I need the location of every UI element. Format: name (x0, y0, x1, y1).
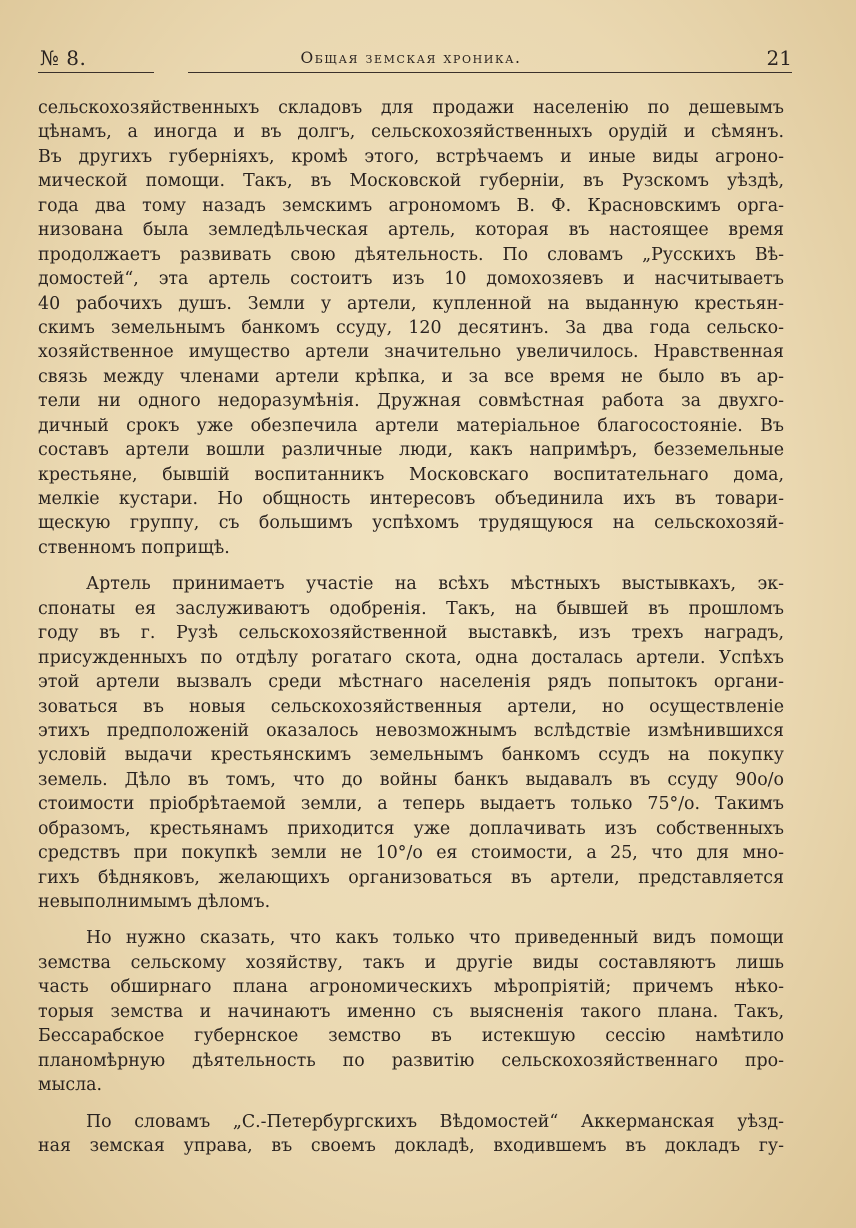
text-line: часть обширнаго плана агрономическихъ мѣропріятій; причемъ нѣко- (38, 977, 784, 998)
text-line: По словамъ „С.-Петербургскихъ Вѣдомостей“ Аккерманская уѣзд- (86, 1111, 784, 1132)
text-line: дичный срокъ уже обезпечила артели матеріальное благосостояніе. Въ (38, 415, 784, 436)
text-line: хозяйственное имущество артели значительно увеличилось. Нравственная (38, 342, 784, 363)
text-line: года два тому назадъ земскимъ агрономомъ В. Ф. Красновскимъ орга- (38, 195, 784, 216)
text-line: Въ другихъ губерніяхъ, кромѣ этого, встрѣчаемъ и иные виды агроно- (38, 146, 784, 167)
text-line: тели ни одного недоразумѣнія. Дружная совмѣстная работа за двухго- (38, 391, 784, 412)
text-line: Артель принимаетъ участіе на всѣхъ мѣстныхъ выстывкахъ, эк- (86, 574, 784, 595)
text-line: сельскохозяйственныхъ складовъ для продажи населенію по дешевымъ (38, 98, 784, 118)
paragraph (38, 572, 784, 914)
header-rule-right (188, 72, 792, 73)
page-number: 21 (766, 46, 792, 70)
header-rule-left (38, 72, 154, 73)
text-line: спонаты ея заслуживаютъ одобренія. Такъ, на бывшей въ прошломъ (38, 598, 784, 619)
text-line: году въ г. Рузѣ сельскохозяйственной выставкѣ, изъ трехъ наградъ, (38, 623, 784, 644)
text-line: присужденныхъ по отдѣлу рогатаго скота, одна досталась артели. Успѣхъ (38, 647, 784, 668)
paragraph (38, 1110, 784, 1159)
text-line: скимъ земельнымъ банкомъ ссуду, 120 десятинъ. За два года сельско- (38, 317, 784, 338)
section-title: Общая земская хроника. (300, 49, 522, 67)
text-line: зоваться въ новыя сельскохозяйственныя артели, но осуществленіе (38, 696, 784, 717)
text-line: 40 рабочихъ душъ. Земли у артели, купленной на выданную крестьян- (38, 293, 784, 314)
text-line: ная земская управа, въ своемъ докладѣ, входившемъ въ докладъ гу- (38, 1135, 784, 1156)
text-line: планомѣрную дѣятельность по развитію сельскохозяйственнаго про- (38, 1050, 784, 1071)
text-line: образомъ, крестьянамъ приходится уже доплачивать изъ собственныхъ (38, 818, 784, 839)
text-line: мысла. (38, 1075, 103, 1096)
issue-number: № 8. (40, 46, 87, 70)
text-line: мелкіе кустари. Но общность интересовъ объединила ихъ въ товари- (38, 489, 784, 509)
paragraph (38, 96, 784, 560)
text-line: земель. Дѣло въ томъ, что до войны банкъ выдавалъ въ ссуду 90о/о (38, 769, 784, 790)
paragraph (38, 926, 784, 1097)
text-line: этой артели вызвалъ среди мѣстнаго населенія рядъ попытокъ органи- (38, 672, 784, 693)
text-line: мической помощи. Такъ, въ Московской губерніи, въ Рузскомъ уѣздѣ, (38, 171, 784, 192)
text-line: низована была земледѣльческая артель, которая въ настоящее время (38, 220, 784, 241)
text-line: цѣнамъ, а иногда и въ долгъ, сельскохозяйственныхъ орудій и сѣмянъ. (38, 122, 784, 143)
text-line: Бессарабское губернское земство въ истекшую сессію намѣтило (38, 1026, 784, 1047)
text-line: щескую группу, съ большимъ успѣхомъ трудящуюся на сельскохозяй- (38, 513, 784, 534)
text-line: Но нужно сказать, что какъ только что приведенный видъ помощи (86, 928, 784, 949)
body-text (38, 96, 784, 1158)
text-line: связь между членами артели крѣпка, и за все время не было въ ар- (38, 366, 784, 387)
text-line: ственномъ поприщѣ. (38, 537, 230, 558)
text-line: гихъ бѣдняковъ, желающихъ организоваться въ артели, представляется (38, 867, 784, 888)
text-line: условій выдачи крестьянскимъ земельнымъ банкомъ ссудъ на покупку (38, 745, 784, 766)
text-line: торыя земства и начинаютъ именно съ выясненія такого плана. Такъ, (38, 1001, 784, 1022)
text-line: невыполнимымъ дѣломъ. (38, 892, 271, 912)
text-line: крестьяне, бывшій воспитанникъ Московскаго воспитательнаго дома, (38, 464, 784, 485)
running-header (30, 44, 792, 76)
text-line: домостей“, эта артель состоитъ изъ 10 домохозяевъ и насчитываетъ (38, 269, 784, 290)
text-line: средствъ при покупкѣ земли не 10°/о ея стоимости, а 25, что для мно- (38, 843, 784, 864)
text-line: составъ артели вошли различные люди, какъ напримѣръ, безземельные (38, 440, 784, 461)
text-line: продолжаетъ развивать свою дѣятельность. По словамъ „Русскихъ Вѣ- (38, 244, 784, 265)
text-line: земства сельскому хозяйству, такъ и другіе виды составляютъ лишь (38, 952, 784, 973)
text-line: этихъ предположеній оказалось невозможнымъ вслѣдствіе измѣнившихся (38, 720, 784, 741)
text-line: стоимости пріобрѣтаемой земли, а теперь выдаетъ только 75°/о. Такимъ (38, 794, 784, 815)
